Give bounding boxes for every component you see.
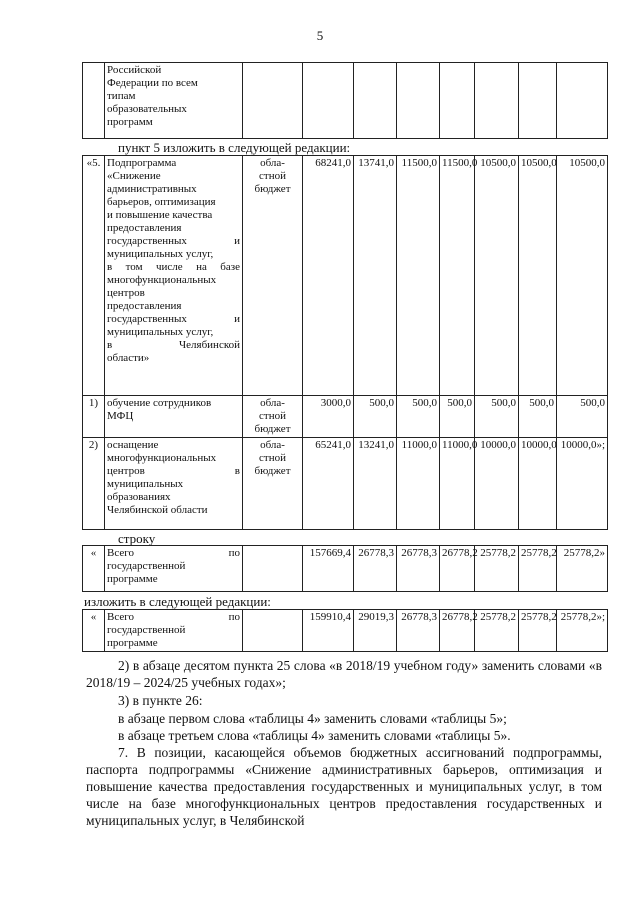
row-index: « [83, 610, 105, 652]
table-item5 [82, 155, 608, 530]
row-name-cell [105, 63, 243, 139]
value-cell: 26778,3 [397, 546, 440, 592]
table-row [83, 438, 608, 530]
row-name-cell [105, 546, 243, 592]
table-row [83, 156, 608, 396]
row-name-cell [105, 438, 243, 530]
table-continuation [82, 62, 608, 139]
value-cell: 11500,0 [440, 156, 475, 396]
value-cell: 11000,0 [440, 438, 475, 530]
name-line: Всего по [107, 611, 240, 623]
row-index: 1) [83, 396, 105, 438]
name-line: типам [107, 90, 136, 102]
name-line: муниципальных услуг, [107, 248, 214, 260]
value-cell: 26778,3 [397, 610, 440, 652]
paragraph-7: 7. В позиции, касающейся объемов бюджетных ассигнований подпрограммы, паспорта подпрограммы «Снижение административных барьеров, оптимизация и повышение качества предоставления государственных и муниципальных услуг, в том числе на базе многофункциональных центров предоставления государственных и муниципальных услуг, в Челябинской [86, 745, 602, 828]
name-line: образовательных [107, 103, 187, 115]
paragraph-3: 3) в пункте 26: [118, 693, 203, 708]
table-row [83, 396, 608, 438]
name-line: образованиях [107, 491, 171, 503]
row-name-cell [105, 610, 243, 652]
value-cell: 10500,0 [519, 156, 557, 396]
name-line: МФЦ [107, 410, 134, 422]
name-line: государственных и [107, 313, 240, 325]
name-line: предоставления [107, 300, 182, 312]
value-cell: 26778,3 [354, 546, 397, 592]
name-line: центров в [107, 465, 240, 477]
name-line: в том числе на базе [107, 261, 240, 273]
row-index: 2) [83, 438, 105, 530]
row-name-cell [105, 396, 243, 438]
value-cell: 500,0 [397, 396, 440, 438]
value-cell: 500,0 [557, 396, 608, 438]
name-line: барьеров, оптимизация [107, 196, 216, 208]
table-row [83, 63, 608, 139]
value-cell: 500,0 [440, 396, 475, 438]
name-line: административных [107, 183, 197, 195]
value-cell: 25778,2 [475, 610, 519, 652]
name-line: муниципальных [107, 478, 184, 490]
value-cell: 25778,2 [519, 546, 557, 592]
note-new-edition: изложить в следующей редакции: [84, 594, 271, 609]
name-line: программе [107, 573, 158, 585]
value-cell: 65241,0 [303, 438, 354, 530]
value-cell: 29019,3 [354, 610, 397, 652]
value-cell: 500,0 [354, 396, 397, 438]
value-cell: 3000,0 [303, 396, 354, 438]
value-cell: 13241,0 [354, 438, 397, 530]
value-cell: 13741,0 [354, 156, 397, 396]
value-cell: 25778,2 [519, 610, 557, 652]
value-cell: 11500,0 [397, 156, 440, 396]
table-row [83, 546, 608, 592]
source-line: стной [259, 410, 286, 422]
value-cell: 10000,0»; [557, 438, 608, 530]
paragraph-2: 2) в абзаце десятом пункта 25 слова «в 2018/19 учебном году» заменить словами «в 2018/19 – 2024/25 учебных годах»; [86, 658, 602, 690]
name-line: Федерации по всем [107, 77, 198, 89]
row-name-cell [105, 156, 243, 396]
value-cell: 25778,2 [475, 546, 519, 592]
source-line: стной [259, 452, 286, 464]
row-index: « [83, 546, 105, 592]
source-line: бюджет [254, 465, 291, 477]
name-line: «Снижение [107, 170, 161, 182]
name-line: предоставления [107, 222, 182, 234]
name-line: оснащение [107, 439, 159, 451]
value-cell: 159910,4 [303, 610, 354, 652]
name-line: многофункциональных [107, 452, 217, 464]
value-cell: 10500,0 [475, 156, 519, 396]
name-line: муниципальных услуг, [107, 326, 214, 338]
name-line: государственной [107, 624, 186, 636]
name-line: Подпрограмма [107, 157, 177, 169]
name-line: многофункциональных [107, 274, 217, 286]
name-line: программе [107, 637, 158, 649]
value-cell: 500,0 [519, 396, 557, 438]
funding-source [243, 396, 303, 438]
name-line: и повышение качества [107, 209, 213, 221]
value-cell: 25778,2»; [557, 610, 608, 652]
value-cell: 10000,0 [519, 438, 557, 530]
value-cell: 10500,0 [557, 156, 608, 396]
note-item5: пункт 5 изложить в следующей редакции: [118, 140, 351, 155]
value-cell: 11000,0 [397, 438, 440, 530]
source-line: бюджет [254, 183, 291, 195]
source-line: бюджет [254, 423, 291, 435]
page-number: 5 [316, 28, 324, 43]
name-line: Российской [107, 64, 162, 76]
value-cell: 10000,0 [475, 438, 519, 530]
source-line: обла- [260, 439, 285, 451]
source-line: обла- [260, 157, 285, 169]
source-line: стной [259, 170, 286, 182]
name-line: государственных и [107, 235, 240, 247]
table-row [83, 610, 608, 652]
value-cell: 68241,0 [303, 156, 354, 396]
name-line: области» [107, 352, 150, 364]
funding-source [243, 438, 303, 530]
value-cell: 500,0 [475, 396, 519, 438]
name-line: центров [107, 287, 145, 299]
paragraph-3-sub1: в абзаце первом слова «таблицы 4» заменить словами «таблицы 5»; [118, 711, 507, 726]
name-line: государственной [107, 560, 186, 572]
name-line: программ [107, 116, 153, 128]
note-row: строку [118, 531, 156, 546]
source-line: обла- [260, 397, 285, 409]
value-cell: 26778,2 [440, 610, 475, 652]
table-total-new [82, 609, 608, 652]
value-cell: 26778,2 [440, 546, 475, 592]
name-line: Всего по [107, 547, 240, 559]
value-cell: 25778,2» [557, 546, 608, 592]
value-cell: 157669,4 [303, 546, 354, 592]
name-line: в Челябинской [107, 339, 240, 351]
table-total-old [82, 545, 608, 592]
name-line: Челябинской области [107, 504, 208, 516]
row-index: «5. [83, 156, 105, 396]
paragraph-3-sub2: в абзаце третьем слова «таблицы 4» заменить словами «таблицы 5». [118, 728, 511, 743]
funding-source [243, 156, 303, 396]
name-line: обучение сотрудников [107, 397, 212, 409]
